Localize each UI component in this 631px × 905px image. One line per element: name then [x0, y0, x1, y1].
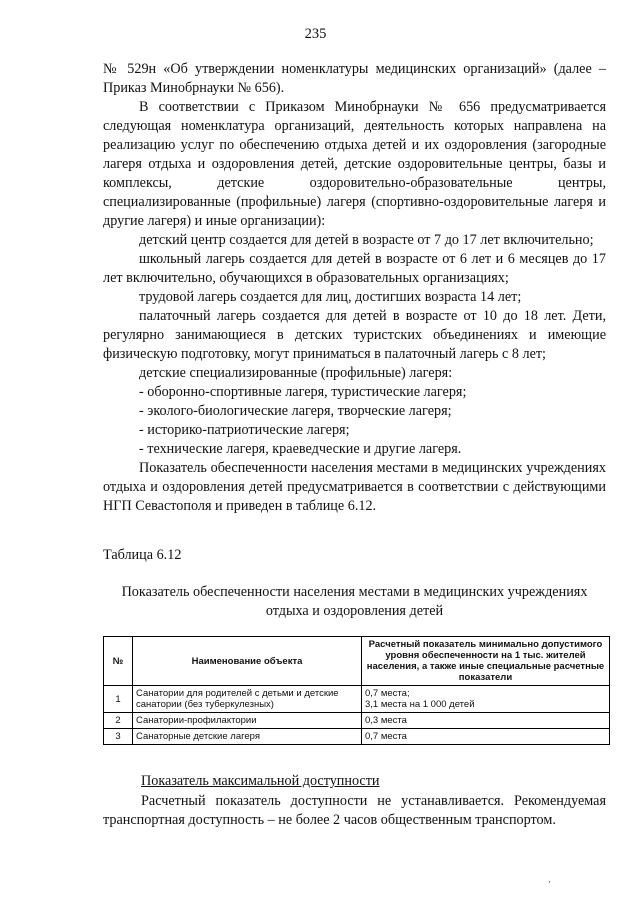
paragraph: № 529н «Об утверждении номенклатуры медицинских организаций» (далее – Приказ Минобрнауки № 656). [103, 61, 606, 96]
list-item: детские специализированные (профильные) лагеря: [139, 365, 453, 381]
row-number: 3 [104, 729, 133, 745]
row-object-name: Санатории-профилактории [133, 713, 362, 729]
paragraph: школьный лагерь создается для детей в возрасте от 6 лет и 6 месяцев до 17 лет включительно, обучающихся в образовательных организациях; [103, 251, 606, 286]
table-header-row [104, 637, 610, 686]
paragraph: В соответствии с Приказом Минобрнауки № 656 предусматривается следующая номенклатура организаций, деятельность которых направлена на реализацию услуг по обеспечению отдыха детей и их оздоровления (загородные лагеря отдыха и оздоровления детей, детские оздоровительные центры, базы и комплексы, детские оздоровительно-образовательные центры, специализированные (профильные) лагеря (спортивно-оздоровительные лагеря и другие лагеря) и иные организации): [103, 99, 606, 229]
list-item: - технические лагеря, краеведческие и другие лагеря. [139, 441, 462, 457]
page-number: 235 [304, 26, 327, 42]
table-row [104, 729, 610, 745]
table-title: Показатель обеспеченности населения местами в медицинских учреждениях отдыха и оздоровления детей [121, 584, 588, 619]
row-indicator-value: 0,3 места [362, 713, 610, 729]
list-item: - эколого-биологические лагеря, творческие лагеря; [139, 403, 452, 419]
header-number: № [104, 637, 133, 686]
row-object-name: Санаторные детские лагеря [133, 729, 362, 745]
paragraph: Показатель обеспеченности населения местами в медицинских учреждениях отдыха и оздоровления детей предусматривается в соответствии с действующими НГП Севастополя и приведен в таблице 6.12. [103, 460, 606, 514]
accessibility-heading: Показатель максимальной доступности [141, 773, 380, 789]
body-text [103, 60, 606, 516]
accessibility-text: Расчетный показатель доступности не устанавливается. Рекомендуемая транспортная доступность – не более 2 часов общественным транспортом. [103, 793, 606, 828]
table-row [104, 686, 610, 713]
corner-mark: ‚ [548, 874, 551, 884]
list-item: - оборонно-спортивные лагеря, туристические лагеря; [139, 384, 467, 400]
paragraph: трудовой лагерь создается для лиц, достигших возраста 14 лет; [139, 289, 522, 305]
table-caption: Таблица 6.12 [103, 547, 182, 563]
header-object-name: Наименование объекта [133, 637, 362, 686]
row-number: 1 [104, 686, 133, 713]
row-indicator-value: 0,7 места; 3,1 места на 1 000 детей [362, 686, 610, 713]
paragraph: палаточный лагерь создается для детей в возрасте от 10 до 18 лет. Дети, регулярно занимающиеся в детских туристских объединениях и имеющие физическую подготовку, могут приниматься в палаточный лагерь с 8 лет; [103, 308, 606, 362]
paragraph: детский центр создается для детей в возрасте от 7 до 17 лет включительно; [139, 232, 594, 248]
header-indicator: Расчетный показатель минимально допустимого уровня обеспеченности на 1 тыс. жителей населения, а также иные специальные расчетные показатели [362, 637, 610, 686]
row-indicator-value: 0,7 места [362, 729, 610, 745]
row-number: 2 [104, 713, 133, 729]
table-row [104, 713, 610, 729]
row-object-name: Санатории для родителей с детьми и детские санатории (без туберкулезных) [133, 686, 362, 713]
list-item: - историко-патриотические лагеря; [139, 422, 350, 438]
provision-table [103, 636, 610, 745]
